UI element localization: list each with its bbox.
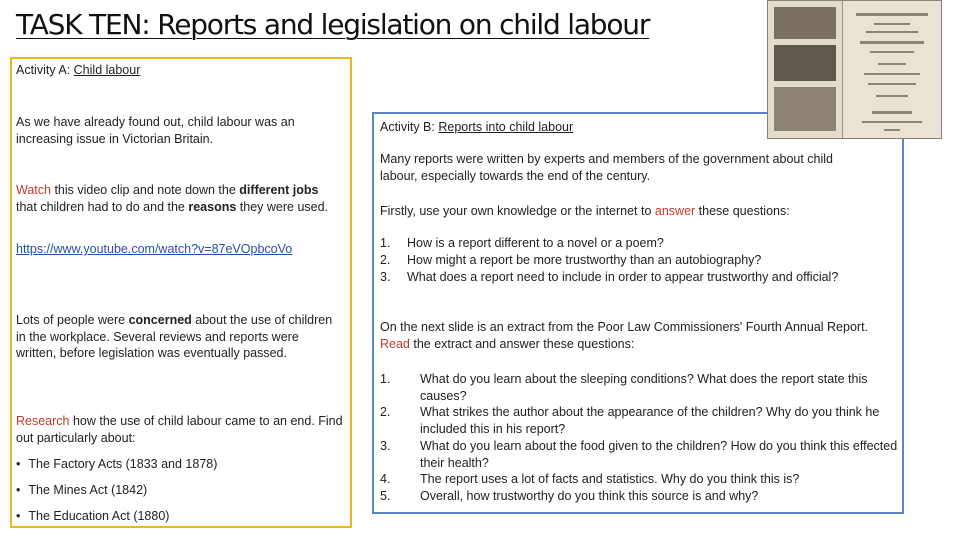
engraving-illustration-middle xyxy=(774,45,836,81)
research-keyword: Research xyxy=(16,414,70,428)
watch-keyword: Watch xyxy=(16,183,51,197)
watch-text-2: that children had to do and the xyxy=(16,199,189,214)
question-text: What do you learn about the sleeping conditions? What does the report state this causes? xyxy=(420,372,868,403)
title-page xyxy=(846,5,938,135)
activity-b-heading xyxy=(380,119,573,136)
watch-text-1: this video clip and note down the xyxy=(50,183,240,197)
activity-a-heading-prefix: Activity A: xyxy=(16,63,74,77)
question-text: What do you learn about the food given to the children? How do you think this effected their health? xyxy=(420,439,898,470)
reasons-text: reasons xyxy=(188,199,237,214)
engraving-illustration-bottom xyxy=(774,87,836,131)
question-number: 3. xyxy=(380,270,391,284)
question-item xyxy=(380,235,890,252)
question-list-1 xyxy=(380,235,890,286)
question-number: 3. xyxy=(380,439,391,453)
question-text: What strikes the author about the appearance of the children? Why do you think he included this in his report? xyxy=(420,405,880,436)
next-slide-text-2: the extract and answer these questions: xyxy=(409,336,635,351)
bullet-text: The Mines Act (1842) xyxy=(28,483,148,497)
question-text: How is a report different to a novel or a poem? xyxy=(407,236,664,250)
activity-a-concern-text xyxy=(16,312,338,362)
bullet-text: The Factory Acts (1833 and 1878) xyxy=(28,457,218,471)
bullet-text: The Education Act (1880) xyxy=(28,509,170,523)
question-text: Overall, how trustworthy do you think this source is and why? xyxy=(420,489,759,503)
read-keyword: Read xyxy=(380,336,410,351)
activity-b-next-slide xyxy=(380,319,895,352)
question-number: 4. xyxy=(380,472,391,486)
activity-a-intro: As we have already found out, child labour was an increasing issue in Victorian Britain. xyxy=(16,115,295,146)
page-title: TASK TEN: Reports and legislation on child labour xyxy=(16,8,650,41)
next-slide-text-1: On the next slide is an extract from the Poor Law Commissioners' Fourth Annual Report. xyxy=(380,320,869,334)
engraving-illustration-top xyxy=(774,7,836,39)
research-text: how the use of child labour came to an end. Find out particularly about: xyxy=(16,414,343,445)
engraving-page xyxy=(768,1,843,139)
activity-a-heading-title: Child labour xyxy=(73,63,141,77)
question-item xyxy=(380,269,890,286)
historical-report-image xyxy=(767,0,942,139)
different-jobs-text: different jobs xyxy=(239,183,319,197)
activity-b-intro: Many reports were written by experts and members of the government about child labour, especially towards the end of the century. xyxy=(380,152,833,183)
bullet-factory-acts xyxy=(16,457,217,471)
concern-text-2: about the use of children in the workplace. Several reviews and reports were written, before legislation was eventually passed. xyxy=(16,313,333,360)
question-number: 5. xyxy=(380,489,391,503)
question-number: 2. xyxy=(380,253,391,267)
activity-b-firstly xyxy=(380,203,880,220)
firstly-text-1: Firstly, use your own knowledge or the internet to xyxy=(380,204,655,218)
question-number: 1. xyxy=(380,236,391,250)
firstly-text-2: these questions: xyxy=(695,204,790,218)
question-number: 2. xyxy=(380,405,391,419)
bullet-mines-act xyxy=(16,483,147,497)
concerned-keyword: concerned xyxy=(128,313,192,327)
question-number: 1. xyxy=(380,372,391,386)
watch-text-3: they were used. xyxy=(236,199,329,214)
bullet-dot-icon: • xyxy=(16,509,21,523)
question-text: What does a report need to include in order to appear trustworthy and official? xyxy=(407,270,839,284)
video-link[interactable]: https://www.youtube.com/watch?v=87eVOpbcoVo xyxy=(16,242,293,256)
activity-a-watch-instruction xyxy=(16,182,336,215)
activity-b-heading-prefix: Activity B: xyxy=(380,120,439,134)
answer-keyword: answer xyxy=(654,204,696,218)
question-item xyxy=(380,252,890,269)
bullet-dot-icon: • xyxy=(16,483,21,497)
activity-a-heading xyxy=(16,62,140,79)
bullet-dot-icon: • xyxy=(16,457,21,471)
activity-b-heading-title: Reports into child labour xyxy=(438,120,574,134)
question-text: How might a report be more trustworthy than an autobiography? xyxy=(407,253,762,267)
activity-a-research-instruction xyxy=(16,413,346,446)
concern-text-1: Lots of people were xyxy=(16,313,129,327)
question-text: The report uses a lot of facts and statistics. Why do you think this is? xyxy=(420,472,800,486)
bullet-education-act xyxy=(16,509,169,523)
